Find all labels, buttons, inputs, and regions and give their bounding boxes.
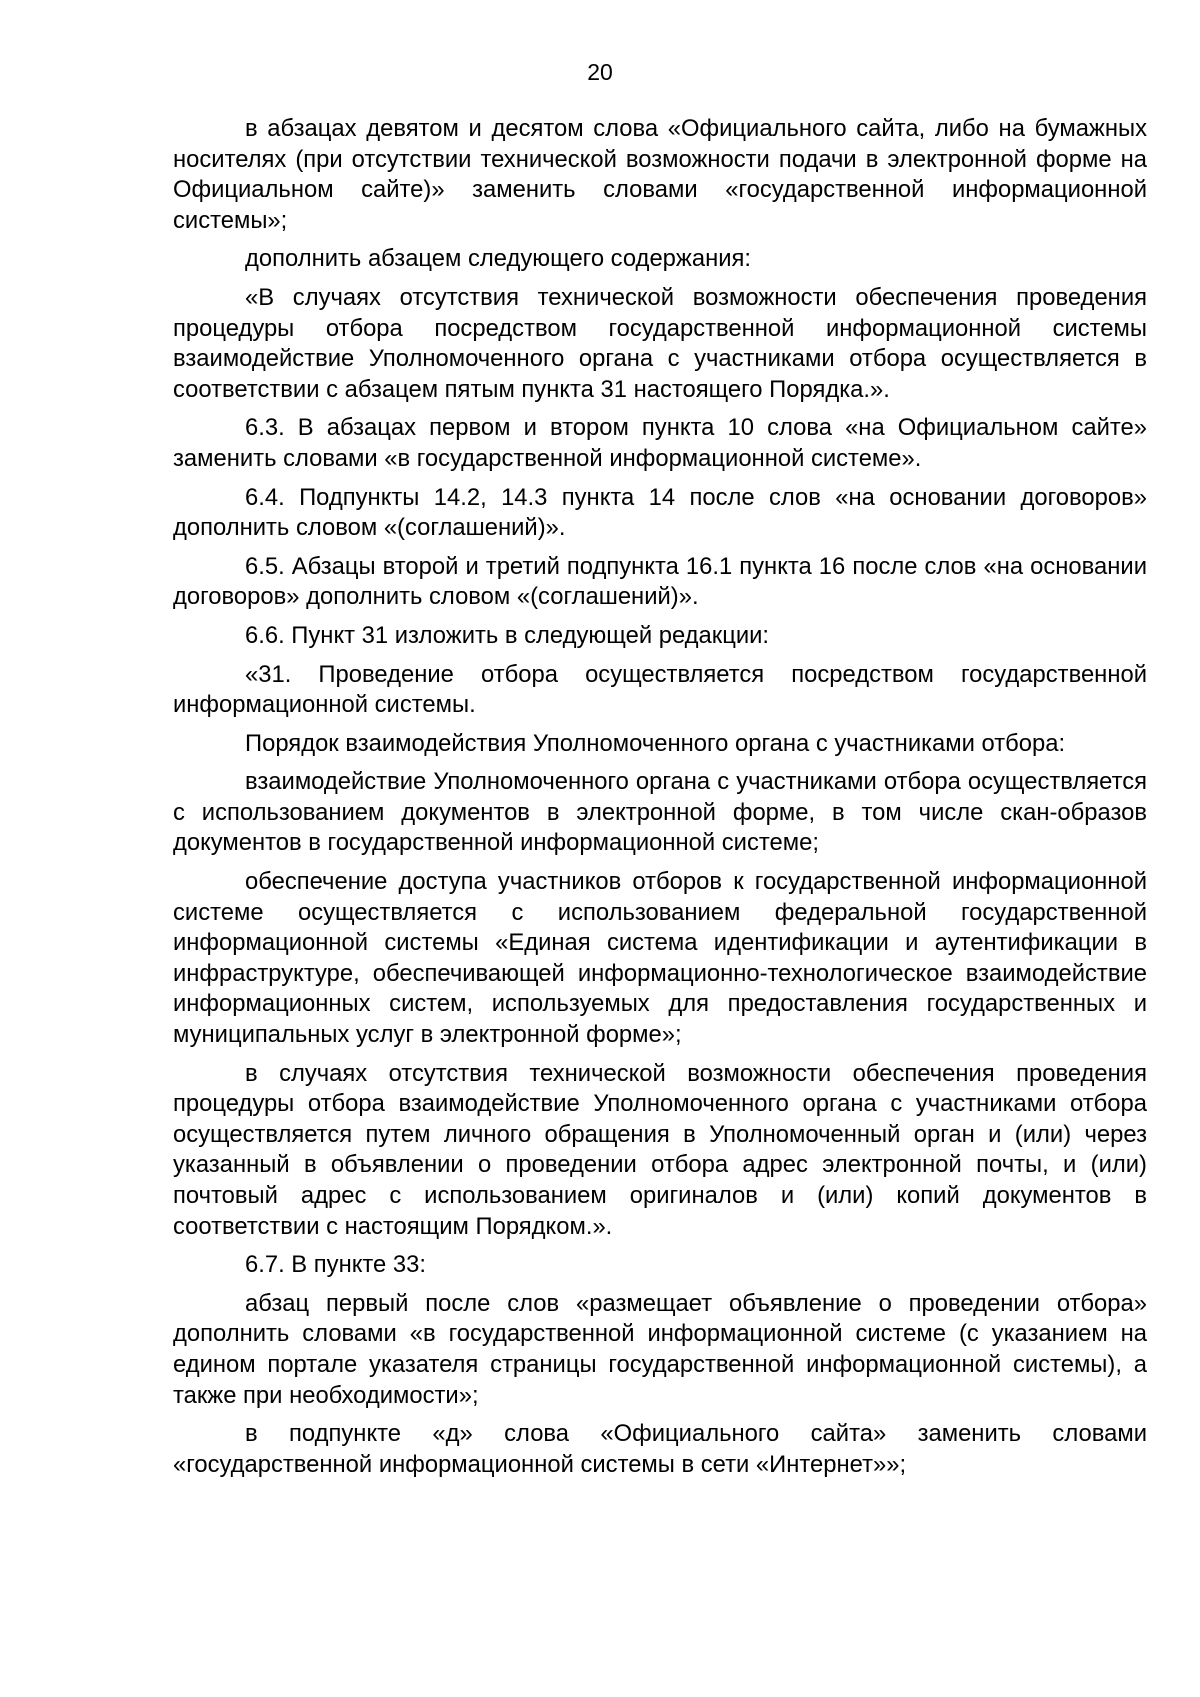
paragraph-add-paragraph: дополнить абзацем следующего содержания:	[245, 245, 751, 273]
paragraph-point-31: «31. Проведение отбора осуществляется посредством государственной информационной системы.	[173, 660, 1147, 719]
paragraph-no-technical-possibility: «В случаях отсутствия технической возможности обеспечения проведения процедуры отбора посредством государственной информационной системы взаимодействие Уполномоченного органа с участниками отбора осуществляется в соответствии с абзацем пятым пункта 31 настоящего Порядка.».	[173, 283, 1147, 403]
page-number: 20	[587, 59, 613, 85]
paragraph-6-3: 6.3. В абзацах первом и втором пункта 10 слова «на Официальном сайте» заменить словами «в государственной информационной системе».	[173, 414, 1147, 472]
paragraph-6-4: 6.4. Подпункты 14.2, 14.3 пункта 14 после слов «на основании договоров» дополнить словом «(соглашений)».	[173, 483, 1147, 542]
paragraph-esia-access: обеспечение доступа участников отборов к государственной информационной системе осуществляется с использованием федеральной государственной информационной системы «Единая система идентификации и аутентификации в инфраструктуре, обеспечивающей информационно-технологическое взаимодействие информационных систем, используемых для предоставления государственных и муниципальных услуг в электронной форме»;	[173, 868, 1147, 1049]
paragraph-personal-appeal: в случаях отсутствия технической возможности обеспечения проведения процедуры отбора взаимодействие Уполномоченного органа с участниками отбора осуществляется путем личного обращения в Уполномоченный орган и (или) через указанный в объявлении о проведении отбора адрес электронной почты, и (или) почтовый адрес с использованием оригиналов и (или) копий документов в соответствии с настоящим Порядком.».	[173, 1059, 1147, 1240]
paragraph-amend-paragraphs-9-10: в абзацах девятом и десятом слова «Официального сайта, либо на бумажных носителях (при отсутствии технической возможности подачи в электронной форме на Официальном сайте)» заменить словами «государственной информационной системы»;	[173, 115, 1147, 234]
paragraph-6-5: 6.5. Абзацы второй и третий подпункта 16.1 пункта 16 после слов «на основании договоров» дополнить словом «(соглашений)».	[173, 552, 1147, 611]
paragraph-interaction-procedure: Порядок взаимодействия Уполномоченного органа с участниками отбора:	[245, 729, 1066, 757]
paragraph-electronic-documents: взаимодействие Уполномоченного органа с участниками отбора осуществляется с использованием документов в электронной форме, в том числе скан-образов документов в государственной информационной системе;	[173, 768, 1147, 857]
document-body	[173, 114, 1147, 1488]
paragraph-first-paragraph-amend: абзац первый после слов «размещает объявление о проведении отбора» дополнить словами «в государственной информационной системе (с указанием на едином портале указателя страницы государственной информационной системы), а также при необходимости»;	[173, 1289, 1147, 1409]
paragraph-6-7: 6.7. В пункте 33:	[245, 1251, 426, 1279]
paragraph-6-6: 6.6. Пункт 31 изложить в следующей редакции:	[245, 621, 770, 649]
paragraph-subpoint-d: в подпункте «д» слова «Официального сайта» заменить словами «государственной информационной системы в сети «Интернет»»;	[173, 1420, 1147, 1478]
